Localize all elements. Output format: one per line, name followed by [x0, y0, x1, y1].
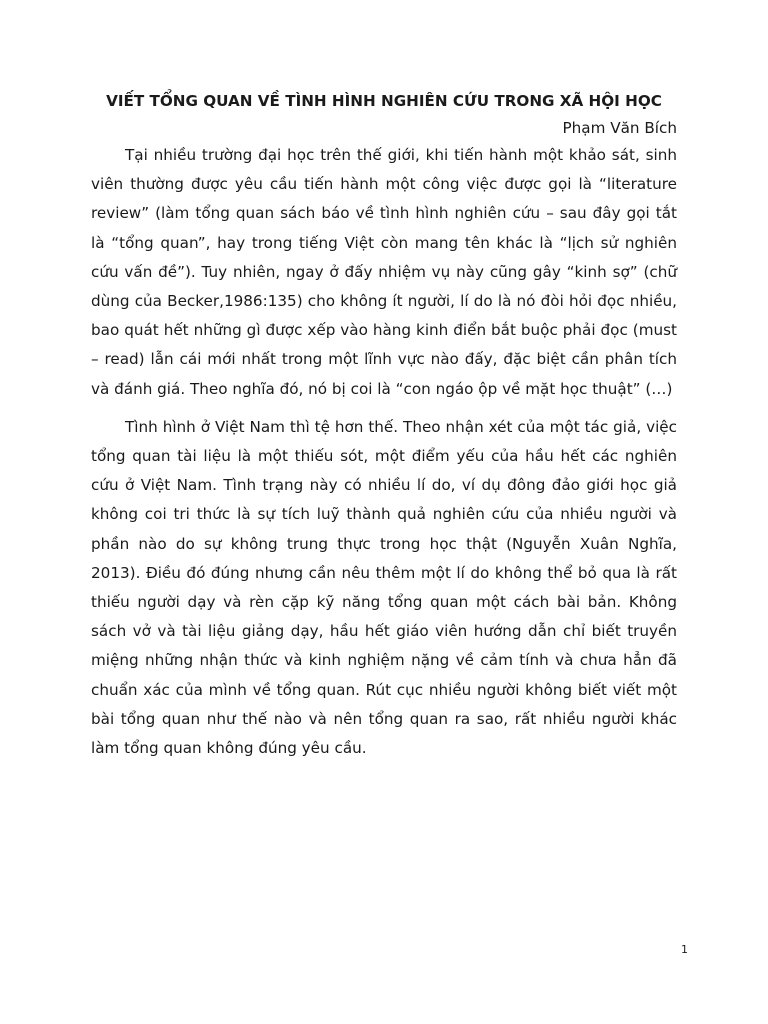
document-title: VIẾT TỔNG QUAN VỀ TÌNH HÌNH NGHIÊN CỨU TRONG XÃ HỘI HỌC [106, 92, 662, 110]
page-number: 1 [681, 943, 688, 956]
document-body [91, 92, 677, 763]
body-paragraph: Tại nhiều trường đại học trên thế giới, khi tiến hành một khảo sát, sinh viên thường được yêu cầu tiến hành một công việc được gọi là “literature review” (làm tổng quan sách báo về tình hình nghiên cứu – sau đây gọi tắt là “tổng quan”, hay trong tiếng Việt còn mang tên khác là “lịch sử nghiên cứu vấn đề”). Tuy nhiên, ngay ở đấy nhiệm vụ này cũng gây “kinh sợ” (chữ dùng của Becker,1986:135) cho không ít người, lí do là nó đòi hỏi đọc nhiều, bao quát hết những gì được xếp vào hàng kinh điển bắt buộc phải đọc (must – read) lẫn cái mới nhất trong một lĩnh vực nào đấy, đặc biệt cần phân tích và đánh giá. Theo nghĩa đó, nó bị coi là “con ngáo ộp về mặt học thuật” (…) [91, 146, 677, 398]
body-paragraph: Tình hình ở Việt Nam thì tệ hơn thế. Theo nhận xét của một tác giả, việc tổng quan tài liệu là một thiếu sót, một điểm yếu của hầu hết các nghiên cứu ở Việt Nam. Tình trạng này có nhiều lí do, ví dụ đông đảo giới học giả không coi tri thức là sự tích luỹ thành quả nghiên cứu của nhiều người và phần nào do sự không trung thực trong học thật (Nguyễn Xuân Nghĩa, 2013). Điều đó đúng nhưng cần nêu thêm một lí do không thể bỏ qua là rất thiếu người dạy và rèn cặp kỹ năng tổng quan một cách bài bản. Không sách vở và tài liệu giảng dạy, hầu hết giáo viên hướng dẫn chỉ biết truyền miệng những nhận thức và kinh nghiệm nặng về cảm tính và chưa hẳn đã chuẩn xác của mình về tổng quan. Rút cục nhiều người không biết viết một bài tổng quan như thế nào và nên tổng quan ra sao, rất nhiều người khác làm tổng quan không đúng yêu cầu. [91, 417, 677, 758]
author-name: Phạm Văn Bích [562, 119, 677, 137]
